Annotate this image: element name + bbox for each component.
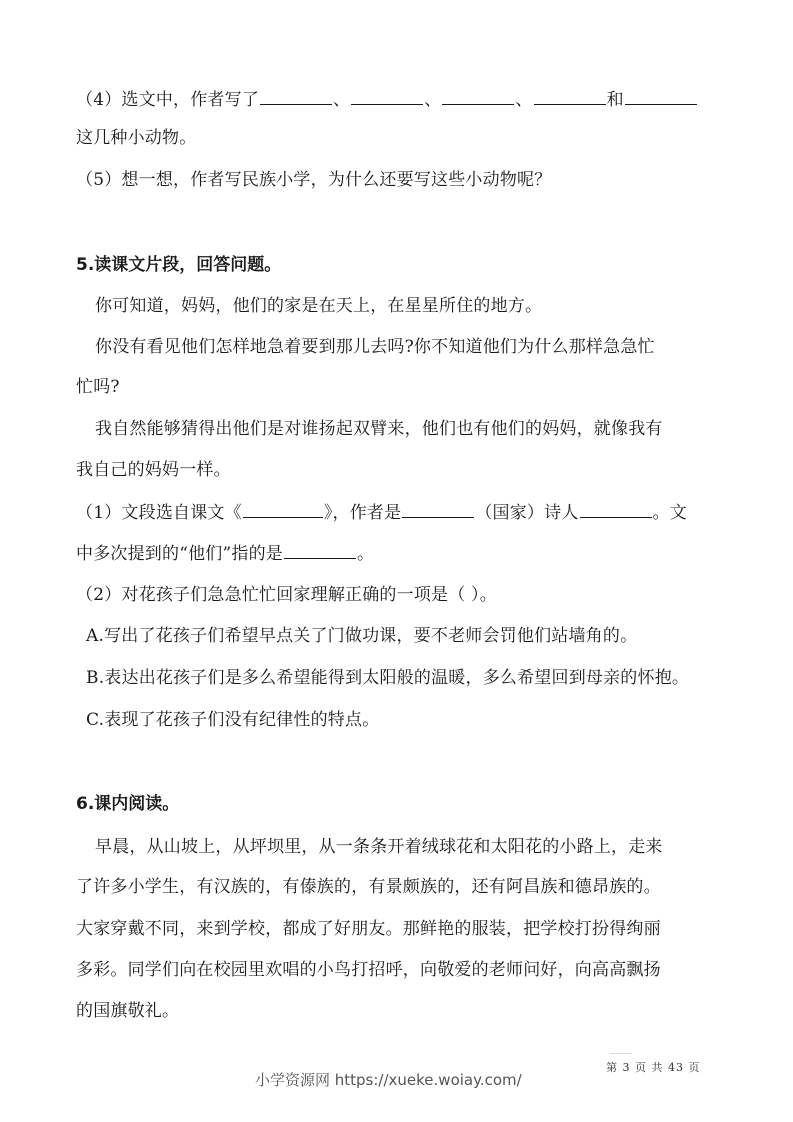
q6-passage-line: 的国旗敬礼。 xyxy=(76,1001,180,1021)
q6-passage-line: 大家穿戴不同，来到学校，都成了好朋友。那鲜艳的服装，把学校打扮得绚丽 xyxy=(76,919,661,939)
q5-sub1-text: 。 xyxy=(356,544,375,564)
q4-part4-line1 xyxy=(76,88,698,111)
footer-watermark: 小学资源网 https://xueke.woiay.com/ xyxy=(255,1071,522,1089)
q5-sub1-line2 xyxy=(76,542,374,565)
separator: 、 xyxy=(424,90,442,110)
separator: 和 xyxy=(606,90,624,110)
q5-sub1-text: 中多次提到的“他们”指的是 xyxy=(76,544,283,564)
q6-passage-line: 了许多小学生，有汉族的，有傣族的，有景颇族的，还有阿昌族和德昂族的。 xyxy=(76,877,661,897)
q5-passage-line: 我自己的妈妈一样。 xyxy=(76,460,231,480)
q5-option-b[interactable]: B.表达出花孩子们是多么希望能得到太阳般的温暖，多么希望回到母亲的怀抱。 xyxy=(86,668,690,688)
footer-divider xyxy=(610,1053,632,1054)
answer-blank-1[interactable] xyxy=(260,88,332,105)
q5-passage-line: 我自然能够猜得出他们是对谁扬起双臂来，他们也有他们的妈妈，就像我有 xyxy=(95,419,663,439)
q5-passage-line: 忙吗? xyxy=(76,377,120,397)
q5-heading: 5.读课文片段，回答问题。 xyxy=(76,255,282,275)
q6-passage-line: 多彩。同学们向在校园里欢唱的小鸟打招呼，向敬爱的老师问好，向高高飘扬 xyxy=(76,960,661,980)
q4-part4-line2: 这几种小动物。 xyxy=(76,128,197,148)
q6-passage-line: 早晨，从山坡上，从坪坝里，从一条条开着绒球花和太阳花的小路上，走来 xyxy=(95,837,663,857)
answer-blank-poet[interactable] xyxy=(580,501,652,518)
q6-heading: 6.课内阅读。 xyxy=(76,794,180,814)
q5-sub2-question: （2）对花孩子们急急忙忙回家理解正确的一项是（ ）。 xyxy=(76,585,497,605)
answer-blank-3[interactable] xyxy=(442,88,514,105)
answer-blank-title[interactable] xyxy=(243,501,323,518)
separator: 、 xyxy=(515,90,533,110)
q5-sub1-text: 》，作者是 xyxy=(323,503,402,523)
answer-blank-they[interactable] xyxy=(284,542,356,559)
separator: 、 xyxy=(333,90,351,110)
q4-part5: （5）想一想，作者写民族小学，为什么还要写这些小动物呢？ xyxy=(76,170,552,190)
q5-sub1-text: （国家）诗人 xyxy=(475,503,579,523)
page-number: 第 3 页 共 43 页 xyxy=(606,1061,701,1074)
q5-sub1-line1 xyxy=(76,501,687,524)
q5-passage-line: 你可知道，妈妈，他们的家是在天上，在星星所住的地方。 xyxy=(95,296,543,316)
answer-blank-2[interactable] xyxy=(351,88,423,105)
q5-option-a[interactable]: A.写出了花孩子们希望早点关了门做功课，要不老师会罚他们站墙角的。 xyxy=(86,626,638,646)
q5-option-c[interactable]: C.表现了花孩子们没有纪律性的特点。 xyxy=(86,710,380,730)
answer-blank-country[interactable] xyxy=(402,501,474,518)
q5-passage-line: 你没有看见他们怎样地急着要到那儿去吗?你不知道他们为什么那样急急忙 xyxy=(95,337,655,357)
q5-sub1-prefix: （1）文段选自课文《 xyxy=(76,503,242,523)
q5-sub1-text: 。文 xyxy=(652,503,687,523)
q4-part4-prefix: （4）选文中，作者写了 xyxy=(76,90,260,110)
answer-blank-4[interactable] xyxy=(534,88,606,105)
answer-blank-5[interactable] xyxy=(625,88,697,105)
